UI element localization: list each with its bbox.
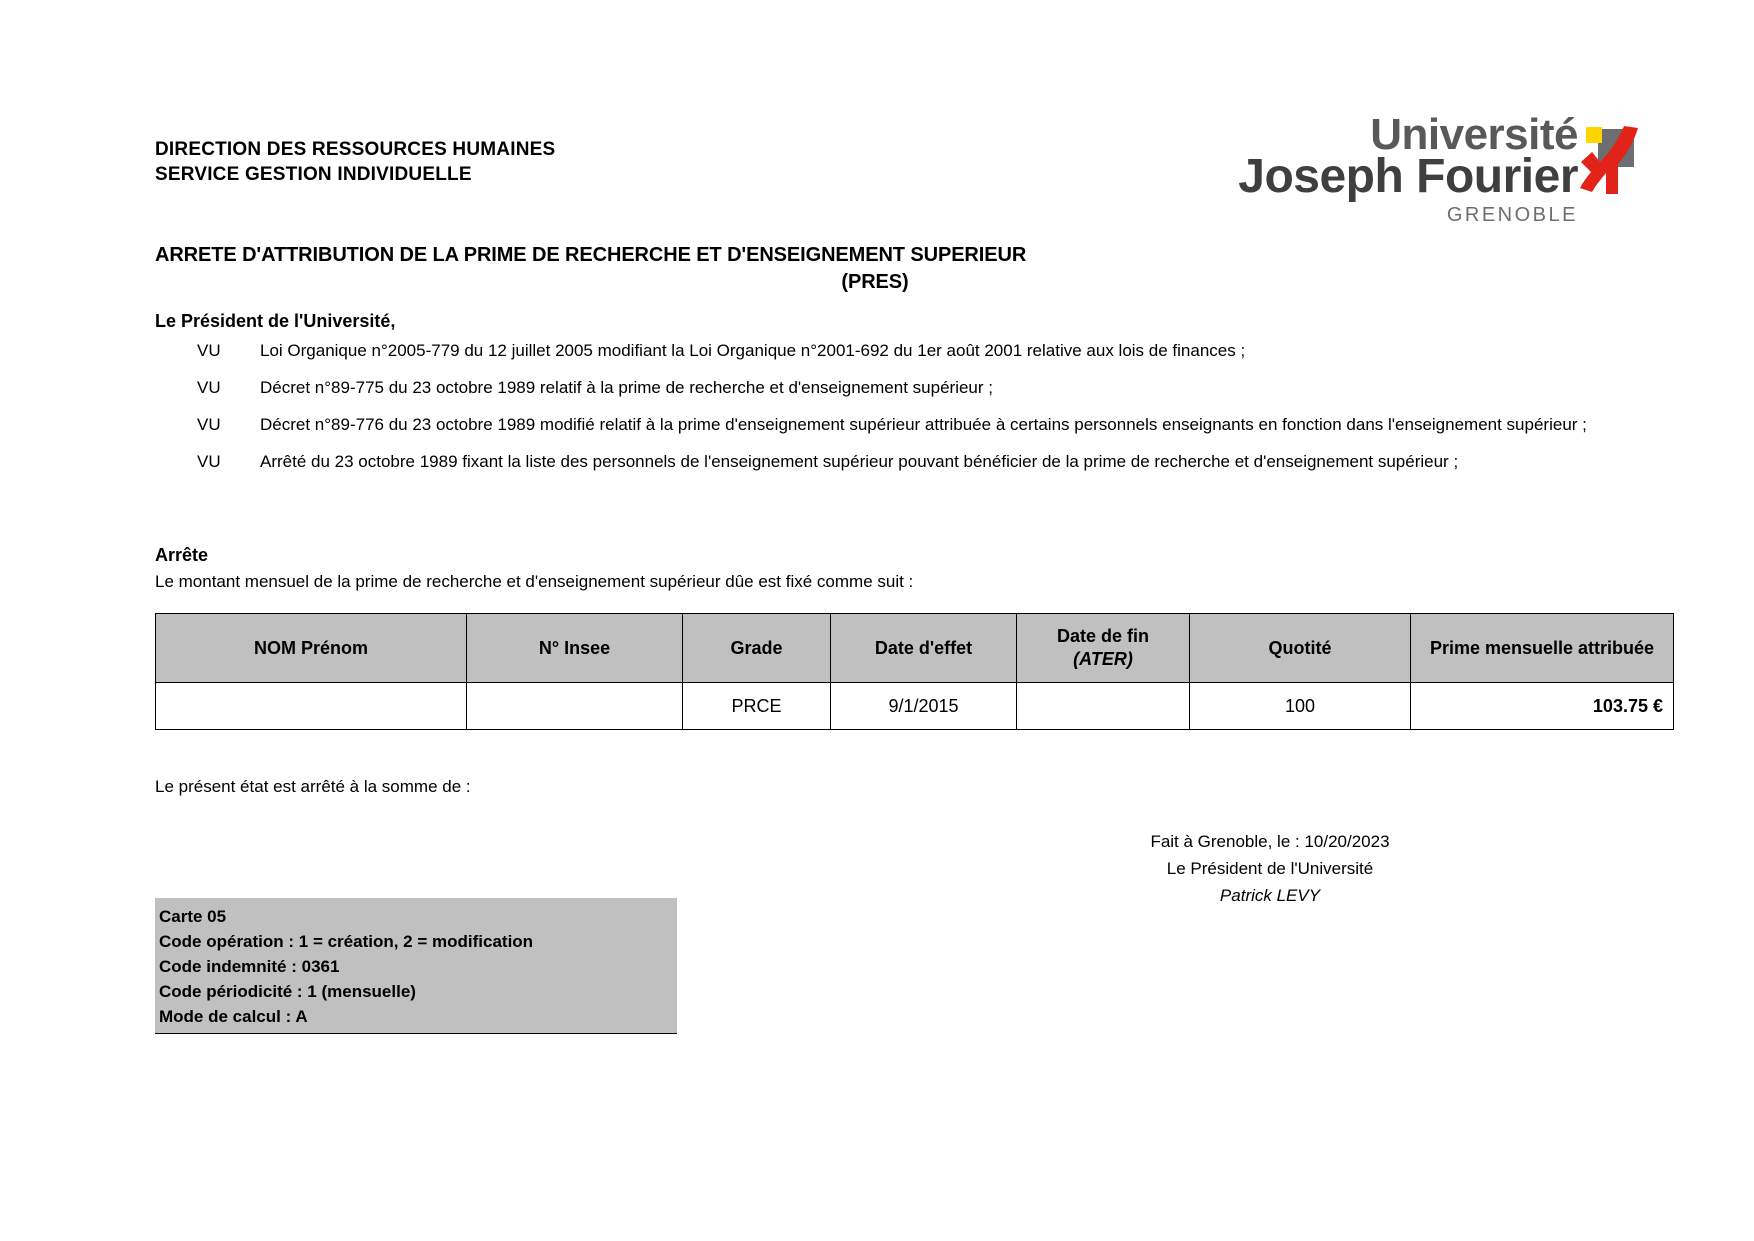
code-box-line-1: Carte 05: [159, 907, 227, 926]
signature-name: Patrick LEVY: [1219, 886, 1321, 905]
col-header-insee: N° Insee: [467, 614, 683, 683]
col-header-quotite: Quotité: [1190, 614, 1411, 683]
vu-clause-row: [155, 338, 1605, 363]
university-logo: [1210, 110, 1640, 226]
cell-nom: [156, 683, 467, 730]
vu-clause-row: [155, 375, 1605, 400]
logo-text-grenoble: GRENOBLE: [1446, 204, 1578, 226]
cell-grade: PRCE: [683, 683, 831, 730]
prime-table: [155, 613, 1674, 730]
emblem-red-x-icon: [1578, 122, 1640, 194]
cell-prime: 103.75 €: [1411, 683, 1674, 730]
document-title-line-1: ARRETE D'ATTRIBUTION DE LA PRIME DE RECHERCHE ET D'ENSEIGNEMENT SUPERIEUR: [155, 244, 1027, 266]
signature-block: [1060, 828, 1480, 909]
code-box-line-5: Mode de calcul : A: [159, 1007, 308, 1026]
vu-clause-list: [155, 338, 1605, 486]
department-header: [155, 137, 555, 187]
code-box-line-3: Code indemnité : 0361: [159, 957, 340, 976]
col-header-grade: Grade: [683, 614, 831, 683]
code-box: [155, 898, 677, 1034]
vu-tag: VU: [197, 415, 221, 434]
table-header-row: [156, 614, 1674, 683]
code-box-line-4: Code périodicité : 1 (mensuelle): [159, 982, 416, 1001]
vu-clause-row: [155, 449, 1605, 474]
col-header-date-fin-main: Date de fin: [1056, 626, 1149, 646]
vu-text: Arrêté du 23 octobre 1989 fixant la liste des personnels de l'enseignement supérieur pouvant bénéficier de la prime de recherche et d'enseignement supérieur ;: [260, 452, 1459, 471]
arrete-intro-text: Le montant mensuel de la prime de recherche et d'enseignement supérieur dûe est fixé comme suit :: [155, 572, 914, 591]
col-header-date-effet: Date d'effet: [831, 614, 1017, 683]
vu-tag: VU: [197, 378, 221, 397]
vu-tag: VU: [197, 341, 221, 360]
department-line-1: DIRECTION DES RESSOURCES HUMAINES: [155, 139, 556, 160]
col-header-date-fin: [1017, 614, 1190, 683]
table-row: [156, 683, 1674, 730]
document-title: [155, 242, 1595, 296]
logo-text-universite: Université: [1370, 110, 1578, 159]
arrete-label: Arrête: [155, 545, 209, 565]
logo-emblem-icon: [1578, 122, 1640, 194]
col-header-prime: Prime mensuelle attribuée: [1411, 614, 1674, 683]
document-title-line-2: (PRES): [841, 271, 909, 293]
col-header-nom: NOM Prénom: [156, 614, 467, 683]
cell-date-effet: 9/1/2015: [831, 683, 1017, 730]
cell-date-fin: [1017, 683, 1190, 730]
department-line-2: SERVICE GESTION INDIVIDUELLE: [155, 164, 472, 185]
signature-place-date: Fait à Grenoble, le : 10/20/2023: [1150, 832, 1390, 851]
somme-line: Le présent état est arrêté à la somme de :: [155, 777, 471, 796]
vu-text: Décret n°89-776 du 23 octobre 1989 modifié relatif à la prime d'enseignement supérieur attribuée à certains personnels enseignants en fonction dans l'enseignement supérieur ;: [260, 415, 1587, 434]
president-label: Le Président de l'Université,: [155, 311, 396, 331]
signature-role: Le Président de l'Université: [1166, 859, 1374, 878]
logo-text-joseph-fourier: Joseph Fourier: [1238, 150, 1578, 203]
col-header-date-fin-sub: (ATER): [1073, 649, 1133, 669]
vu-text: Loi Organique n°2005-779 du 12 juillet 2005 modifiant la Loi Organique n°2001-692 du 1er août 2001 relative aux lois de finances ;: [260, 341, 1246, 360]
vu-clause-row: [155, 412, 1605, 437]
cell-quotite: 100: [1190, 683, 1411, 730]
code-box-line-2: Code opération : 1 = création, 2 = modification: [159, 932, 534, 951]
cell-insee: [467, 683, 683, 730]
vu-text: Décret n°89-775 du 23 octobre 1989 relatif à la prime de recherche et d'enseignement supérieur ;: [260, 378, 993, 397]
vu-tag: VU: [197, 452, 221, 471]
